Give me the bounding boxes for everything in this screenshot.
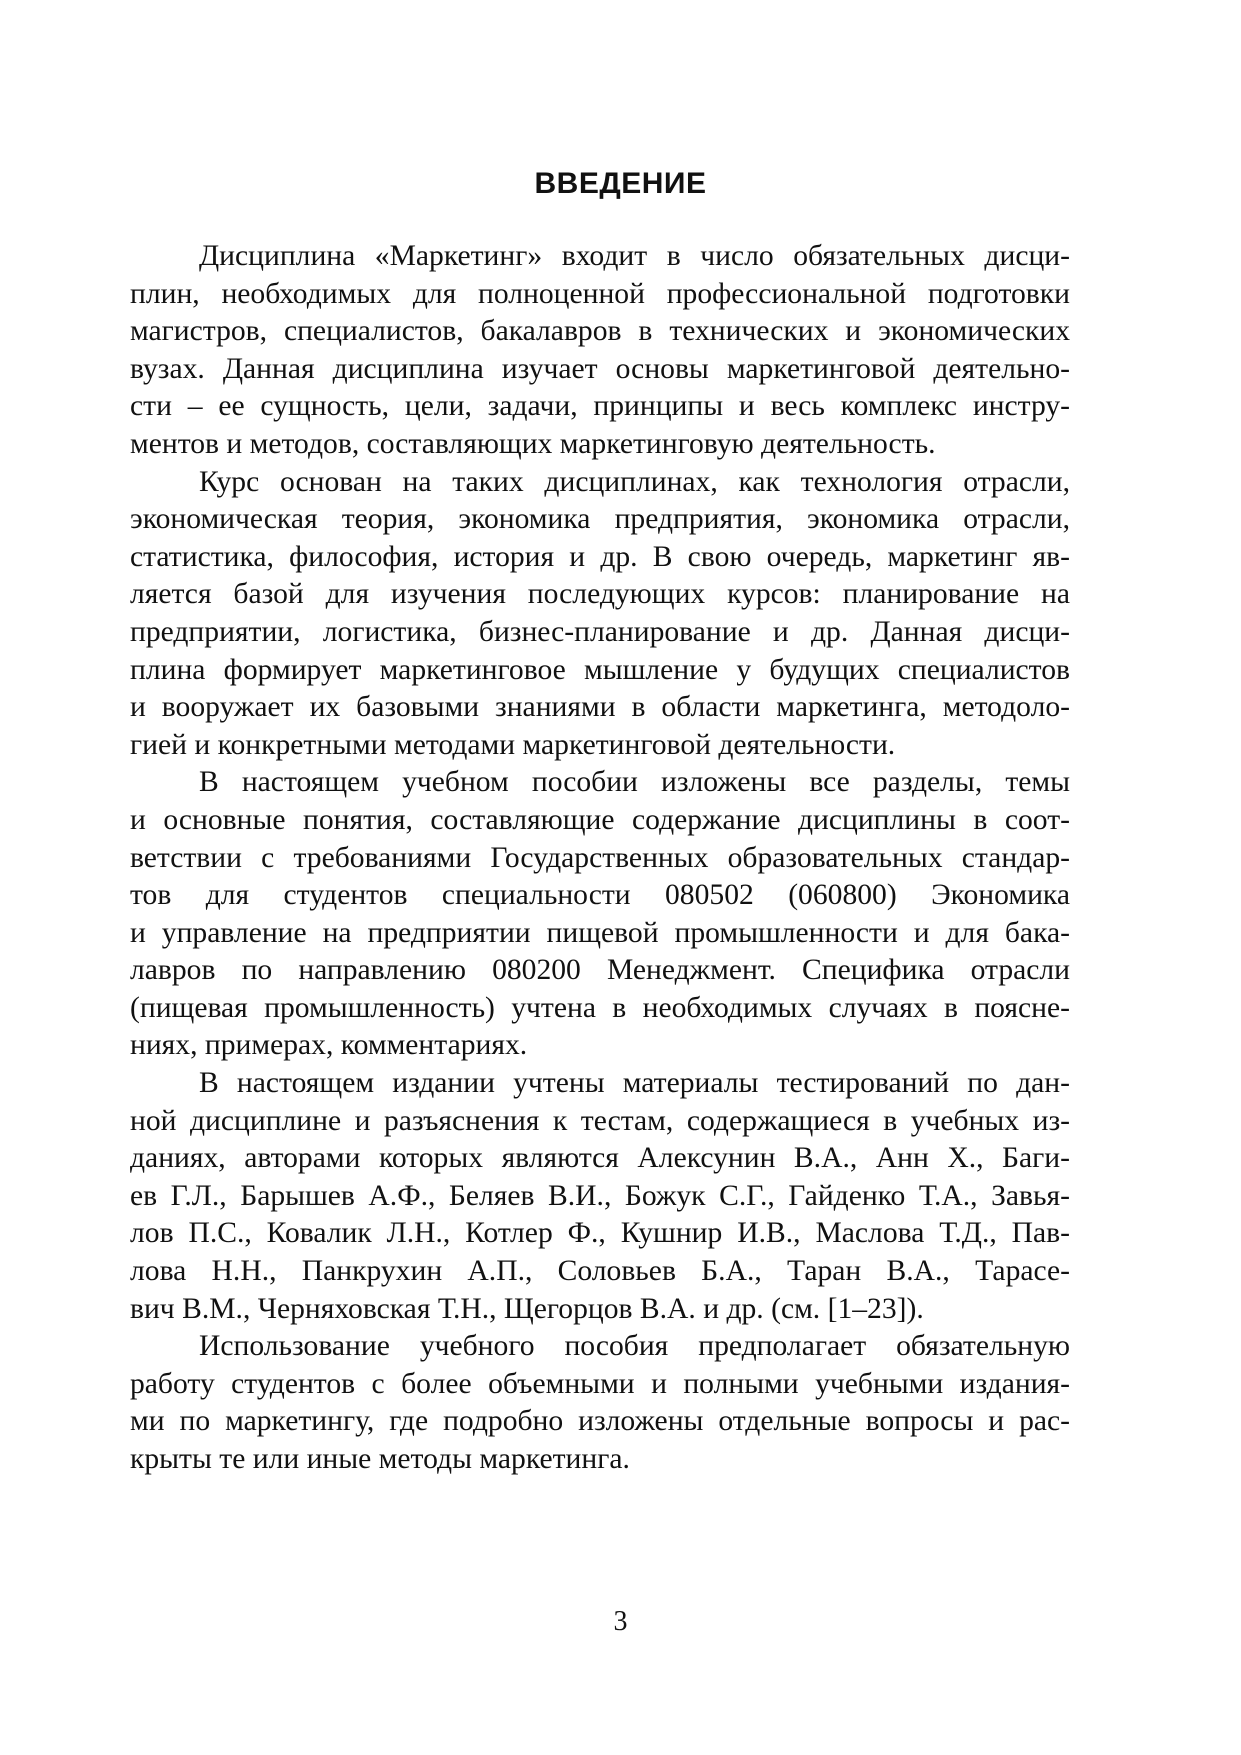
paragraph-1 [130,238,1070,464]
paragraph-3 [130,764,1070,1065]
text-line: ляется базой для изучения последующих курсов: планирование на [130,578,1070,611]
text-line: и основные понятия, составляющие содержание дисциплины в соот- [130,803,1070,836]
text-line: ной дисциплине и разъяснения к тестам, содержащиеся в учебных из- [130,1104,1070,1137]
text-line: Дисциплина «Маркетинг» входит в число обязательных дисци- [199,240,1070,272]
body-text [130,238,1070,1479]
paragraph-4 [130,1065,1070,1328]
text-line: В настоящем издании учтены материалы тестирований по дан- [199,1067,1070,1100]
text-line: сти – ее сущность, цели, задачи, принципы и весь комплекс инстру- [130,390,1070,423]
text-line: работу студентов с более объемными и полными учебными издания- [130,1367,1070,1400]
text-line: магистров, специалистов, бакалавров в технических и экономических [130,315,1070,348]
text-line: ветствии с требованиями Государственных образовательных стандар- [130,841,1070,874]
text-line: Использование учебного пособия предполагает обязательную [199,1330,1070,1363]
text-line: статистика, философия, история и др. В свою очередь, маркетинг яв- [130,540,1070,573]
text-line: плина формирует маркетинговое мышление у будущих специалистов [130,653,1070,686]
text-line: тов для студентов специальности 080502 (060800) Экономика [130,879,1070,912]
text-line: вич В.М., Черняховская Т.Н., Щегорцов В.А. и др. (см. [1–23]). [130,1292,924,1325]
text-line: Курс основан на таких дисциплинах, как технология отрасли, [199,465,1070,498]
text-line: ментов и методов, составляющих маркетинговую деятельность. [130,427,936,460]
text-line: гией и конкретными методами маркетинговой деятельности. [130,728,896,761]
text-line: лова Н.Н., Панкрухин А.П., Соловьев Б.А., Таран В.А., Тарасе- [130,1255,1070,1288]
paragraph-5 [130,1328,1070,1478]
text-line: плин, необходимых для полноценной профессиональной подготовки [130,277,1070,310]
page-title: ВВЕДЕНИЕ [534,167,707,200]
text-line: предприятии, логистика, бизнес-планирование и др. Данная дисци- [130,615,1070,648]
text-line: ми по маркетингу, где подробно изложены отдельные вопросы и рас- [130,1405,1070,1438]
text-line: лов П.С., Ковалик Л.Н., Котлер Ф., Кушнир И.В., Маслова Т.Д., Пав- [130,1217,1070,1250]
text-line: ев Г.Л., Барышев А.Ф., Беляев В.И., Божук С.Г., Гайденко Т.А., Завья- [130,1179,1070,1212]
text-line: крыты те или иные методы маркетинга. [130,1443,630,1475]
text-line: даниях, авторами которых являются Алексунин В.А., Анн Х., Баги- [130,1142,1070,1175]
text-line: лавров по направлению 080200 Менеджмент. Специфика отрасли [130,954,1070,987]
page-number: 3 [613,1606,628,1637]
text-line: экономическая теория, экономика предприятия, экономика отрасли, [130,503,1070,536]
text-line: и управление на предприятии пищевой промышленности и для бака- [130,916,1070,949]
text-line: (пищевая промышленность) учтена в необходимых случаях в поясне- [130,991,1070,1024]
text-line: В настоящем учебном пособии изложены все разделы, темы [199,766,1070,799]
text-line: и вооружает их базовыми знаниями в области маркетинга, методоло- [130,691,1070,724]
paragraph-2 [130,464,1070,765]
text-line: ниях, примерах, комментариях. [130,1029,528,1062]
text-line: вузах. Данная дисциплина изучает основы маркетинговой деятельно- [130,352,1070,385]
